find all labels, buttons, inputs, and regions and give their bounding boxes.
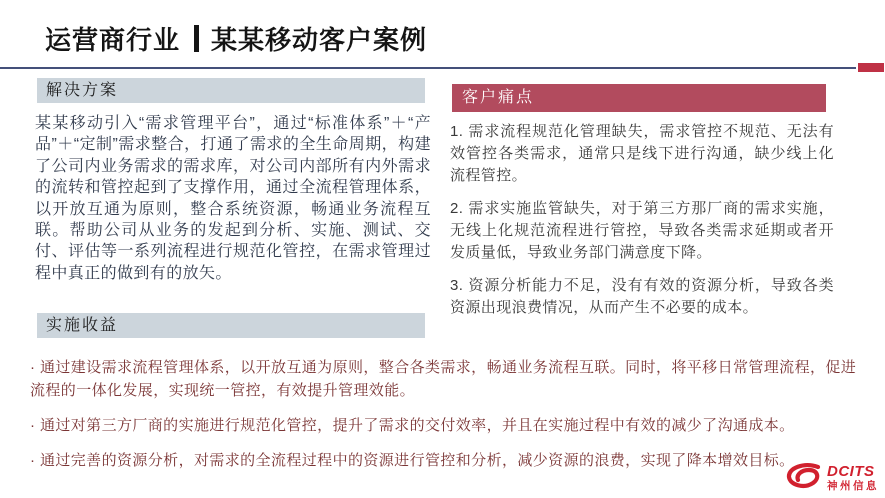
logo-text [827,464,879,492]
logo-company-text: 神州信息 [827,480,879,493]
underline-red-accent [858,63,884,72]
page-title-case: 某某移动客户案例 [211,25,428,55]
logo-brand-text: DCITS [827,463,875,481]
benefit-item: · 通过对第三方厂商的实施进行规范化管控，提升了需求的交付效率，并且在实施过程中有效的减少了沟通成本。 [30,417,795,434]
benefit-item: · 通过建设需求流程管理体系，以开放互通为原则，整合各类需求，畅通业务流程互联。同时，将平移日常管理流程，促进流程的一体化发展，实现统一管控，有效提升管理效能。 [30,359,857,399]
pain-point-item: 2. 需求实施监管缺失，对于第三方那厂商的需求实施，无线上化规范流程进行管控，导致各类需求延期或者开发质量低，导致业务部门满意度下降。 [450,200,834,261]
page-title [45,20,427,57]
pain-points-list [450,121,834,330]
benefits-list [30,356,864,484]
pain-point-item: 3. 资源分析能力不足，没有有效的资源分析，导致各类资源出现浪费情况，从而产生不必要的成本。 [450,277,834,316]
dcits-logo [784,462,879,494]
logo-swirl-icon [784,462,824,494]
pain-point-item: 1. 需求流程规范化管理缺失，需求管控不规范、无法有效管控各类需求，通常只是线下进行沟通，缺少线上化流程管控。 [450,123,834,184]
title-underline [0,67,856,69]
section-header-solution: 解决方案 [37,78,425,103]
page-title-industry: 运营商行业 [45,25,181,55]
section-header-pain-points: 客户痛点 [452,84,826,112]
solution-text: 某某移动引入“需求管理平台”，通过“标准体系”＋“产品”＋“定制”需求整合，打通了需求的全生命周期，构建了公司内业务需求的需求库，对公司内部所有内外需求的流转和管控起到了支撑作用，通过全流程管理体系，以开放互通为原则，整合系统资源，畅通业务流程互联。帮助公司从业务的发起到分析、实施、测试、交付、评估等一系列流程进行规范化管控，在需求管理过程中真正的做到有的放矢。 [35,115,431,282]
benefit-item: · 通过完善的资源分析，对需求的全流程过程中的资源进行管控和分析，减少资源的浪费，实现了降本增效目标。 [30,452,795,469]
section-header-benefits: 实施收益 [37,313,425,338]
title-divider-bar [194,25,199,52]
